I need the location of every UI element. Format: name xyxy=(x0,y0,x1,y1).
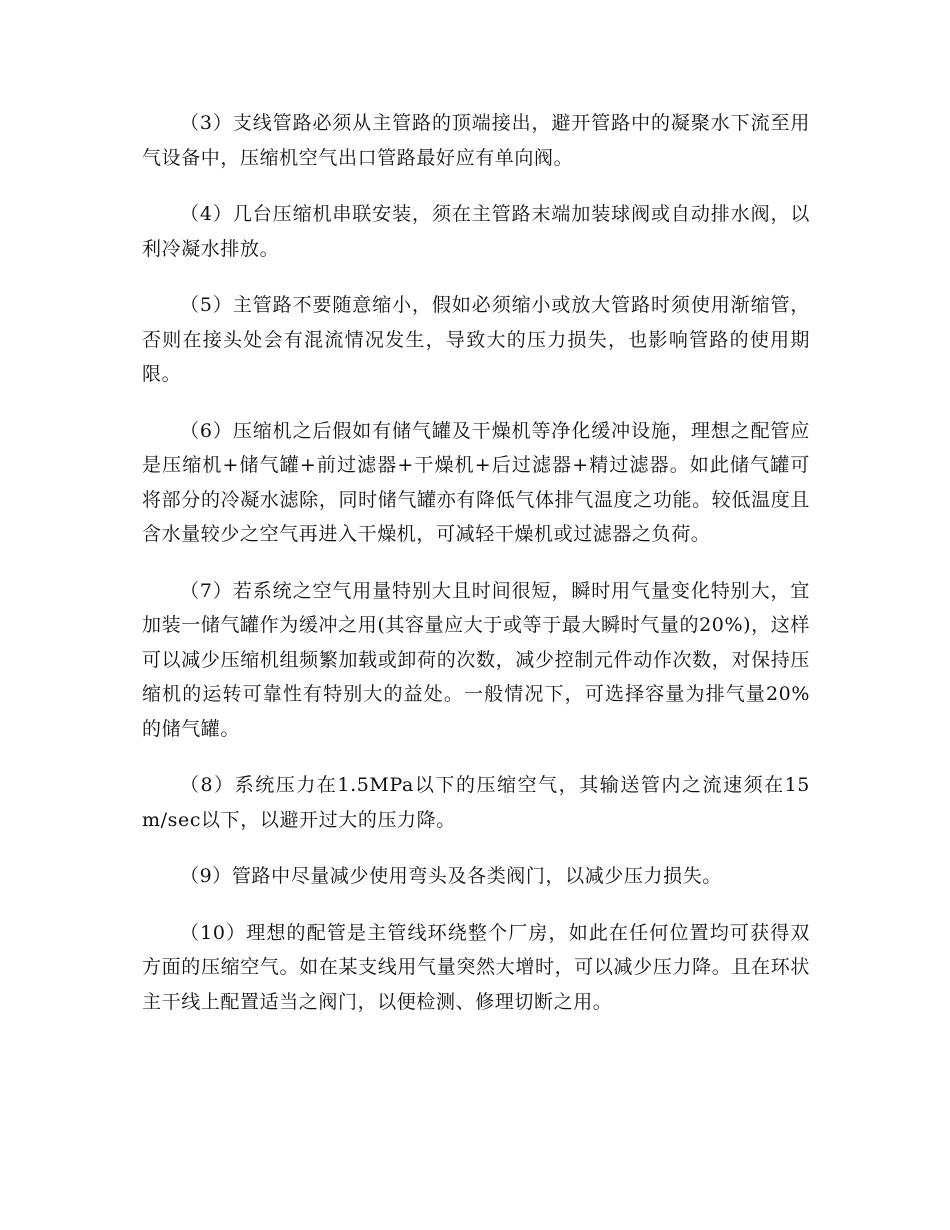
paragraph-7: （7）若系统之空气用量特别大且时间很短，瞬时用气量变化特别大，宜加装一储气罐作为缓冲之用(其容量应大于或等于最大瞬时气量的20%)，这样可以减少压缩机组频繁加载或卸荷的次数，减少控制元件动作次数，对保持压缩机的运转可靠性有特别大的益处。一般情况下，可选择容量为排气量20%的储气罐。 xyxy=(142,579,810,740)
paragraph-3: （3）支线管路必须从主管路的顶端接出，避开管路中的凝聚水下流至用气设备中，压缩机空气出口管路最好应有单向阀。 xyxy=(142,112,810,169)
document-body xyxy=(142,106,810,1019)
paragraph-4: （4）几台压缩机串联安装，须在主管路末端加装球阀或自动排水阀，以利冷凝水排放。 xyxy=(142,203,810,260)
paragraph-8: （8）系统压力在1.5MPa以下的压缩空气，其输送管内之流速须在15m/sec以下，以避开过大的压力降。 xyxy=(142,774,810,831)
paragraph-9: （9）管路中尽量减少使用弯头及各类阀门，以减少压力损失。 xyxy=(180,865,722,887)
paragraph-5: （5）主管路不要随意缩小，假如必须缩小或放大管路时须使用渐缩管，否则在接头处会有混流情况发生，导致大的压力损失，也影响管路的使用期限。 xyxy=(142,294,810,385)
paragraph-6: （6）压缩机之后假如有储气罐及干燥机等净化缓冲设施，理想之配管应是压缩机+储气罐+前过滤器+干燥机+后过滤器+精过滤器。如此储气罐可将部分的冷凝水滤除，同时储气罐亦有降低气体排气温度之功能。较低温度且含水量较少之空气再进入干燥机，可减轻干燥机或过滤器之负荷。 xyxy=(142,419,810,545)
paragraph-10: （10）理想的配管是主管线环绕整个厂房，如此在任何位置均可获得双方面的压缩空气。如在某支线用气量突然大增时，可以减少压力降。且在环状主干线上配置适当之阀门，以便检测、修理切断之用。 xyxy=(142,921,810,1013)
